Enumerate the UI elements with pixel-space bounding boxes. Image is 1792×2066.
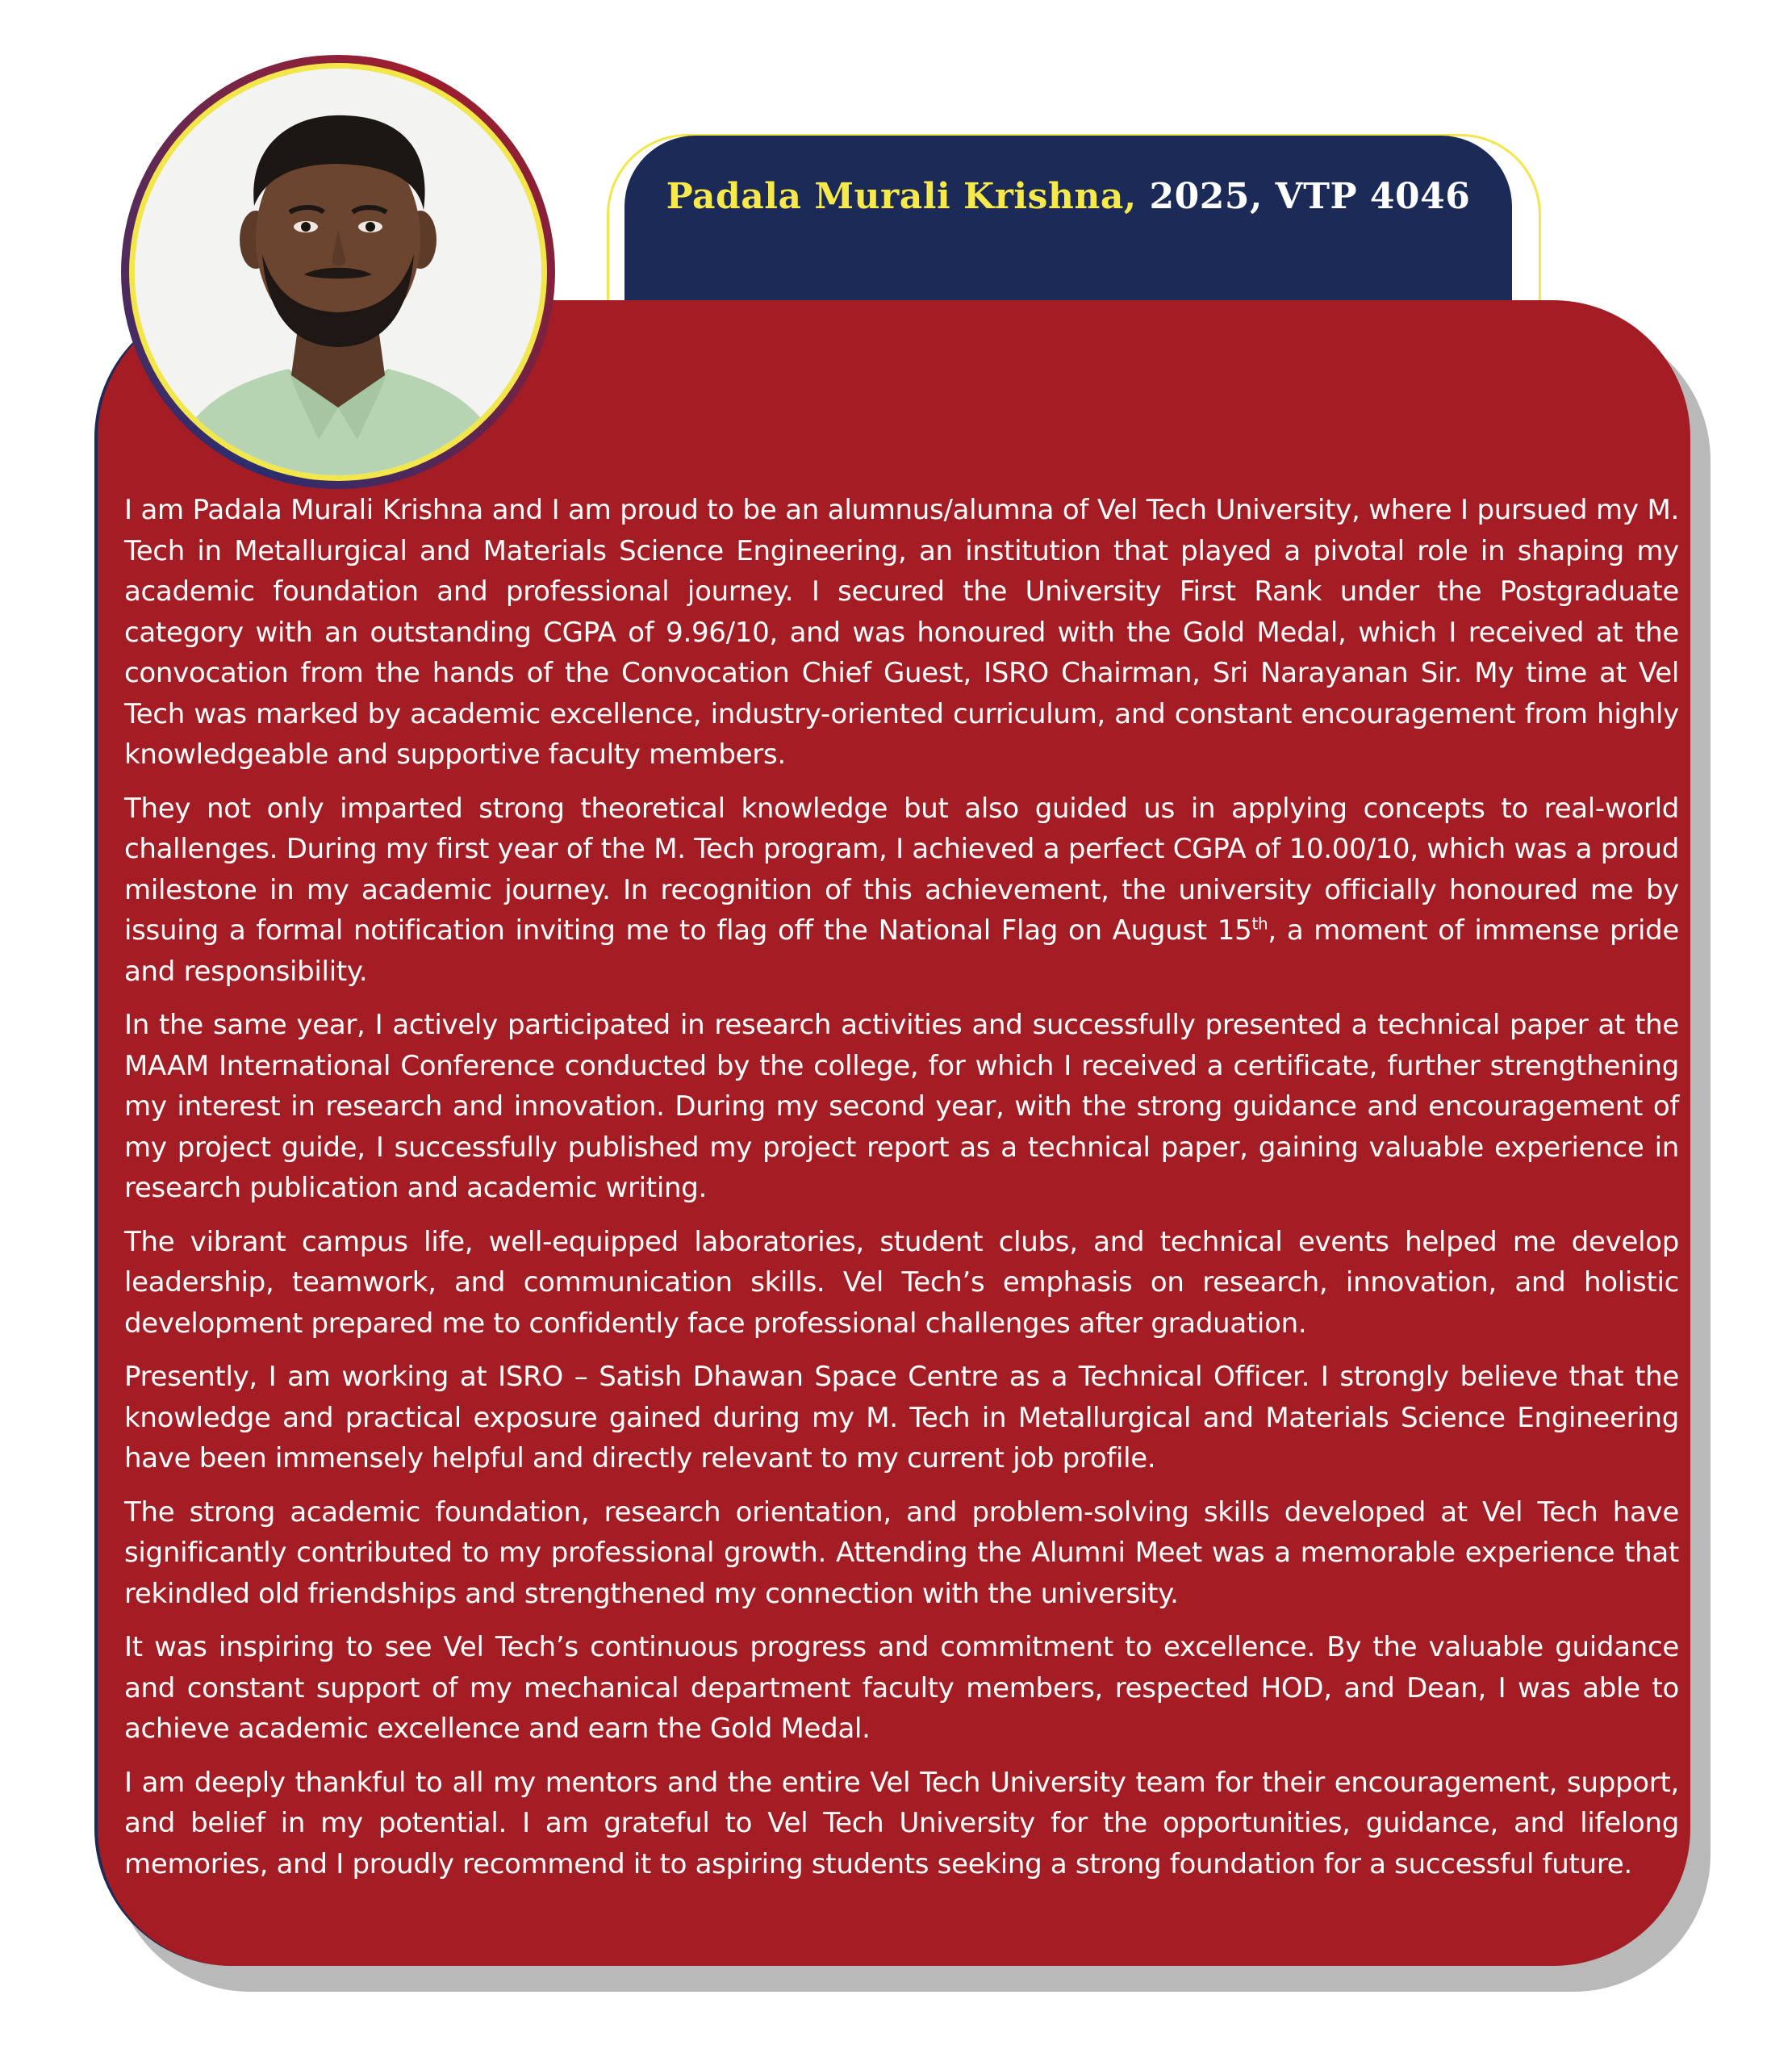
paragraph-2-part-a: They not only imparted strong theoretical knowledge but also guided us in applying concepts to real-world challenges. During my first year of the M. Tech program, I achieved a perfect CGPA of 10.00/10, which was a proud milestone in my academic journey. In recognition of this achievement, the university officially honoured me by issuing a formal notification inviting me to flag off the National Flag on August 15 [124,792,1679,947]
paragraph-3: In the same year, I actively participated in research activities and successfully presented a technical paper at the MAAM International Conference conducted by the college, for which I received a certificate, further strengthening my interest in research and innovation. During my second year, with the strong guidance and encouragement of my project guide, I successfully published my project report as a technical paper, gaining valuable experience in research publication and academic writing. [124,1009,1679,1204]
alumni-photo [135,69,541,475]
paragraph-5: Presently, I am working at ISRO – Satish Dhawan Space Centre as a Technical Officer. I strongly believe that the knowledge and practical exposure gained during my M. Tech in Metallurgical and Materials Science Engineering have been immensely helpful and directly relevant to my current job profile. [124,1361,1679,1474]
paragraph-4: The vibrant campus life, well-equipped laboratories, student clubs, and technical events helped me develop leadership, teamwork, and communication skills. Vel Tech’s emphasis on research, innovation, and holistic development prepared me to confidently face professional challenges after graduation. [124,1225,1679,1340]
testimonial-body [124,490,1679,1897]
paragraph-6: The strong academic foundation, research orientation, and problem-solving skills developed at Vel Tech have significantly contributed to my professional growth. Attending the Alumni Meet was a memorable experience that rekindled old friendships and strengthened my connection with the university. [124,1495,1679,1610]
alumni-batch-info: 2025, VTP 4046 [1136,176,1471,217]
paragraph-1: I am Padala Murali Krishna and I am proud to be an alumnus/alumna of Vel Tech University, where I pursued my M. Tech in Metallurgical and Materials Science Engineering, an institution that played a pivotal role in shaping my academic foundation and professional journey. I secured the University First Rank under the Postgraduate category with an outstanding CGPA of 9.96/10, and was honoured with the Gold Medal, which I received at the convocation from the hands of the Convocation Chief Guest, ISRO Chairman, Sri Narayanan Sir. My time at Vel Tech was marked by academic excellence, industry-oriented curriculum, and constant encouragement from highly knowledgeable and supportive faculty members. [124,494,1679,771]
paragraph-2-part-b: , a moment of immense pride and responsibility. [124,914,1680,988]
paragraph-2 [124,788,1679,993]
ordinal-suffix: th [1251,914,1268,934]
portrait-illustration [135,69,541,475]
paragraph-8: I am deeply thankful to all my mentors and the entire Vel Tech University team for their encouragement, support, and belief in my potential. I am grateful to Vel Tech University for the opportunities, guidance, and lifelong memories, and I proudly recommend it to aspiring students seeking a strong foundation for a successful future. [124,1766,1679,1880]
alumni-header [624,176,1512,217]
alumni-name: Padala Murali Krishna, [666,176,1137,217]
paragraph-7: It was inspiring to see Vel Tech’s continuous progress and commitment to excellence. By the valuable guidance and constant support of my mechanical department faculty members, respected HOD, and Dean, I was able to achieve academic excellence and earn the Gold Medal. [124,1631,1679,1745]
